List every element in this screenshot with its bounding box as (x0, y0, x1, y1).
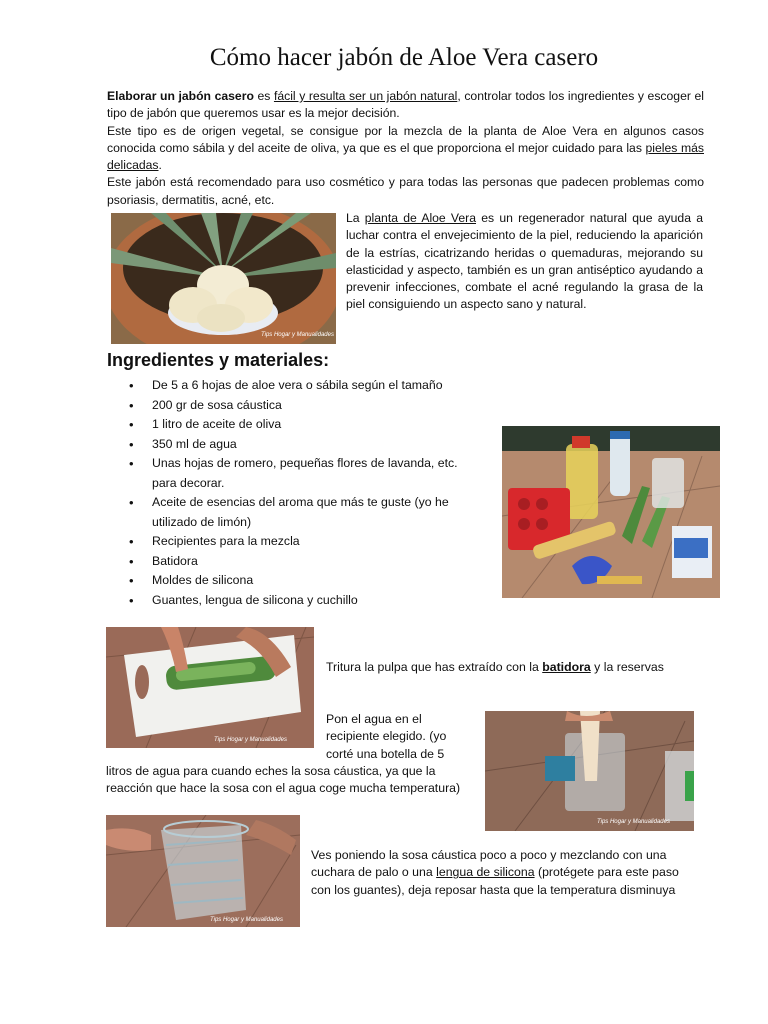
step1-text (326, 659, 664, 676)
watermark: Tips Hogar y Manualidades (261, 332, 334, 338)
aloe-text-start: La (346, 211, 365, 225)
blender-link[interactable]: batidora (542, 660, 591, 674)
step3-end: (protégete para este paso con los guantes), deja reposar hasta que la temperatura disminuya (311, 865, 679, 897)
silicone-spatula-link[interactable]: lengua de silicona (436, 865, 535, 880)
cutting-aloe-photo (106, 627, 314, 748)
ingredient-item: • 350 ml de agua (107, 435, 487, 455)
aloe-soap-photo (111, 213, 336, 344)
ingredient-item: • 1 litro de aceite de oliva (107, 415, 487, 435)
intro-link-natural-soap[interactable]: fácil y resulta ser un jabón natural (273, 89, 458, 103)
intro-text: es (253, 89, 274, 103)
watermark: Tips Hogar y Manualidades (597, 819, 670, 825)
ingredient-item: • Aceite de esencias del aroma que más te guste (yo he utilizado de limón) (107, 493, 482, 532)
ingredient-item: • Guantes, lengua de silicona y cuchillo (107, 591, 487, 611)
ingredient-item: • De 5 a 6 hojas de aloe vera o sábila según el tamaño (107, 376, 487, 396)
page-title: Cómo hacer jabón de Aloe Vera casero (209, 44, 599, 71)
watermark: Tips Hogar y Manualidades (214, 737, 287, 743)
step2-text-b: litros de agua para cuando eches la sosa cáustica, ya que la reacción que hace la sosa con el agua coge mucha temperatura) (106, 764, 461, 796)
origin-end: . (158, 158, 162, 173)
step3-text (311, 847, 696, 899)
ingredients-list (107, 376, 487, 610)
ingredient-item: • Unas hojas de romero, pequeñas flores de lavanda, etc. para decorar. (107, 454, 472, 493)
intro-link-delicate-skin[interactable]: pieles más delicadas (107, 140, 704, 173)
intro-paragraph (107, 88, 704, 209)
ingredient-item: • Moldes de silicona (107, 571, 487, 591)
origin-text: Este tipo es de origen vegetal, se consigue por la mezcla de la planta de Aloe Vera en algunos casos conocida como sábila y del aceite de oliva, ya que es el que proporciona el mejor cuidado para las (107, 123, 704, 155)
recommendation-text: Este jabón está recomendado para uso cosmético y para todas las personas que padecen problemas como psoriasis, dermatitis, acné, etc. (107, 175, 704, 207)
ingredient-item: • Recipientes para la mezcla (107, 532, 487, 552)
step3-start: Ves poniendo la sosa cáustica poco a poco y mezclando con una cuchara de palo o una (311, 848, 667, 880)
ingredient-item: • Batidora (107, 552, 487, 572)
aloe-plant-link[interactable]: planta de Aloe Vera (364, 211, 477, 225)
ingredients-heading: Ingredientes y materiales: (107, 350, 330, 370)
watermark: Tips Hogar y Manualidades (210, 917, 283, 923)
mixing-photo (106, 815, 300, 927)
intro-text-2: , controlar todos los ingredientes y escoger el tipo de jabón que queremos usar es la mejor decisión. (107, 89, 704, 121)
ingredient-item: • 200 gr de sosa cáustica (107, 396, 487, 416)
water-bottle-photo (485, 711, 694, 831)
aloe-text: es un regenerador natural que ayuda a luchar contra el envejecimiento de la piel, reduciendo la aparición de la estrías, cicatrizando heridas o quemaduras, mejorando su elasticidad y aspecto, también es un gran antiséptico ayudando a prevenir infecciones, combate el acné regulando la grasa de la piel consiguiendo un aspecto sano y natural. (346, 211, 703, 312)
ingredients-photo (502, 426, 720, 598)
step1-end: y la reservas (590, 660, 664, 674)
intro-bold: Elaborar un jabón casero (107, 89, 254, 103)
step2-text-a: Pon el agua en el recipiente elegido. (yo corté una botella de 5 (326, 712, 447, 761)
aloe-paragraph (346, 210, 703, 314)
step1-start: Tritura la pulpa que has extraído con la (326, 660, 543, 674)
